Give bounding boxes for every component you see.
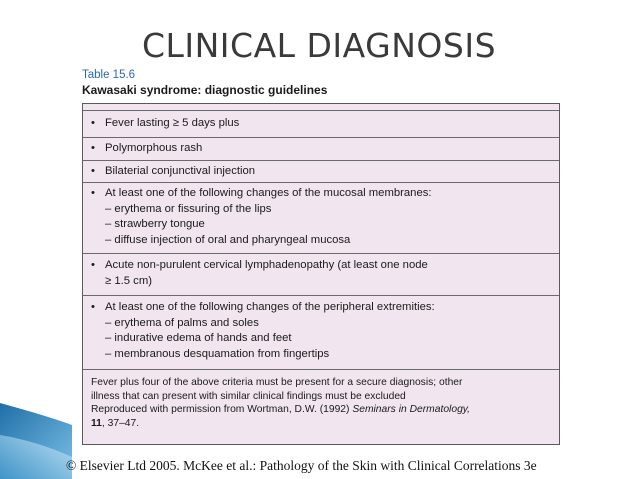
reproduced-text: Reproduced with permission from Wortman, D.W. (1992) [91, 404, 353, 415]
sub-item: – erythema of palms and soles [105, 316, 259, 329]
sub-item: – indurative edema of hands and feet [105, 332, 292, 344]
criterion-text: Polymorphous rash [105, 142, 203, 154]
criterion-continuation: ≥ 1.5 cm) [105, 274, 153, 287]
criterion-text: Bilaterial conjunctival injection [105, 165, 256, 177]
sub-item: – diffuse injection of oral and pharyngeal mucosa [105, 233, 351, 246]
criterion-text: At least one of the following changes of the peripheral extremities: [105, 301, 435, 313]
criterion-row-conjunctival [83, 160, 559, 182]
bullet: • [91, 187, 95, 199]
criterion-row-extremities [83, 295, 559, 369]
criterion-text: At least one of the following changes of the mucosal membranes: [105, 187, 432, 199]
table-notes [91, 376, 553, 430]
sub-item: – erythema or fissuring of the lips [105, 202, 272, 215]
copyright-footer: © Elsevier Ltd 2005. McKee et al.: Pathology of the Skin with Clinical Correlations 3e [66, 458, 537, 473]
guidelines-table [82, 103, 560, 445]
bullet: • [91, 165, 95, 177]
criterion-row-rash [83, 137, 559, 160]
sub-item: – strawberry tongue [105, 218, 205, 230]
table-caption: Kawasaki syndrome: diagnostic guidelines [82, 83, 328, 97]
criterion-row-fever [83, 110, 559, 137]
corner-swoosh-decoration [0, 395, 72, 479]
bullet: • [91, 259, 95, 271]
bullet: • [91, 142, 95, 154]
criterion-text: Acute non-purulent cervical lymphadenopathy (at least one node [105, 259, 428, 271]
criterion-row-lymphadenopathy [83, 253, 559, 295]
journal-volume: 11 [91, 417, 102, 429]
criterion-row-mucosal [83, 182, 559, 253]
journal-title: Seminars in Dermatology, [352, 404, 471, 415]
notes-row [83, 369, 559, 444]
slide-title: CLINICAL DIAGNOSIS [141, 26, 497, 65]
sub-item: – membranous desquamation from fingertips [105, 347, 330, 360]
journal-pages: , 37–47. [101, 417, 140, 429]
bullet: • [91, 117, 95, 129]
bullet: • [91, 301, 95, 313]
volume-line [91, 417, 553, 431]
reproduced-line [91, 403, 553, 417]
criterion-text: Fever lasting ≥ 5 days plus [105, 117, 240, 129]
table-number: Table 15.6 [82, 69, 136, 81]
note-line: Fever plus four of the above criteria must be present for a secure diagnosis; other [91, 377, 463, 388]
note-line: illness that can present with similar clinical findings must be excluded [91, 390, 406, 402]
